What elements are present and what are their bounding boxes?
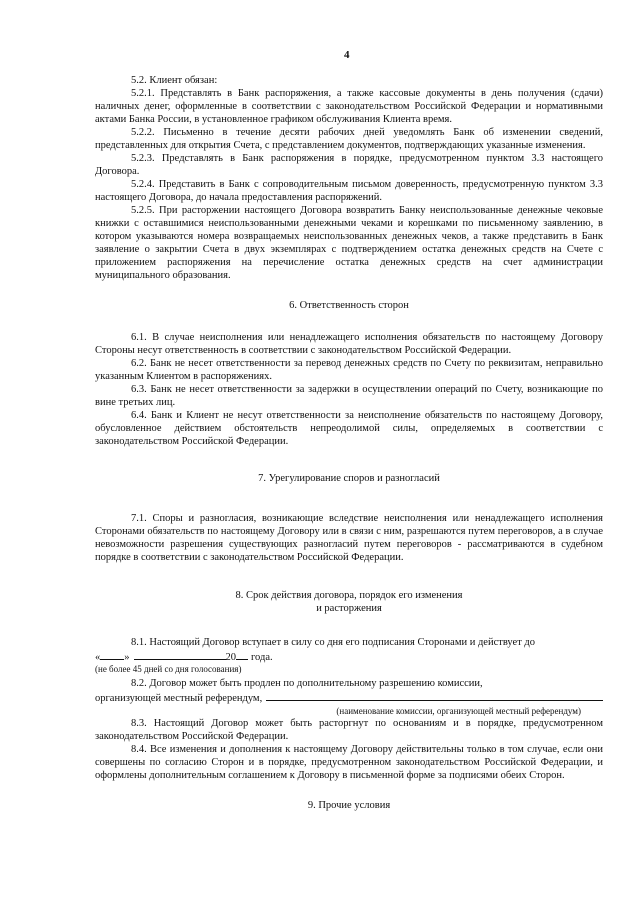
year-prefix: 20 — [225, 652, 236, 663]
clause-6-3: 6.3. Банк не несет ответственности за задержки в осуществлении операций по Счету, возникающие по вине третьих лиц. — [95, 384, 603, 408]
page-number: 4 — [344, 49, 350, 61]
clause-5-2-4: 5.2.4. Представить в Банк с сопроводительным письмом доверенность, предусмотренную пунктом 3.3 настоящего Договора, до начала предоставления распоряжений. — [95, 179, 603, 203]
clause-5-2-1: 5.2.1. Представлять в Банк распоряжения, а также кассовые документы в день получения (сдачи) наличных денег, оформленные в соответствии с законодательством Российской Федерации и нормативными актами Банка России, в установленное графиком обслуживания Клиента время. — [95, 88, 603, 125]
year-suffix: года. — [251, 652, 273, 663]
section-8-heading — [95, 589, 603, 615]
clause-5-2-3: 5.2.3. Представлять в Банк распоряжения в порядке, предусмотренном пунктом 3.3 настоящего Договора. — [95, 153, 603, 177]
clause-6-4: 6.4. Банк и Клиент не несут ответственности за неисполнение обязательств по настоящему Договору, обусловленное действием обстоятельств непреодолимой силы, определяемых в соответствии с законодательством Российской Федерации. — [95, 410, 603, 447]
section-9-heading: 9. Прочие условия — [307, 800, 391, 811]
section-8-heading-line1: 8. Срок действия договора, порядок его изменения — [235, 590, 463, 601]
clause-8-2-line2: организующей местный референдум, — [95, 693, 263, 704]
clause-8-1-date-row — [95, 649, 603, 664]
section-7-heading: 7. Урегулирование споров и разногласий — [258, 473, 440, 484]
clause-8-1: 8.1. Настоящий Договор вступает в силу со дня его подписания Сторонами и действует до — [131, 637, 536, 648]
day-blank[interactable] — [100, 649, 124, 660]
clause-6-2: 6.2. Банк не несет ответственности за перевод денежных средств по Счету по реквизитам, неправильно указанным Клиентом в распоряжениях. — [95, 358, 603, 382]
commission-name-blank[interactable] — [266, 690, 603, 701]
clause-5-2-2: 5.2.2. Письменно в течение десяти рабочих дней уведомлять Банк об изменении сведений, представленных для открытия Счета, с представлением документов, подтверждающих указанные изменения. — [95, 127, 603, 151]
clause-5-2-5: 5.2.5. При расторжении настоящего Договора возвратить Банку неиспользованные денежные чековые книжки с оставшимися неиспользованными денежными чеками и корешками по письменному заявлению, в котором указываются номера возвращаемых неиспользованных денежных чеков, а также представить в Банк заявление о закрытии Счета в двух экземплярах с подтверждением остатка денежных средств на Счете с приложением распоряжения на перечисление остатка денежных средств на счет администрации муниципального образования. — [95, 205, 603, 281]
commission-name-caption: (наименование комиссии, организующей местный референдум) — [336, 706, 581, 716]
clause-8-3: 8.3. Настоящий Договор может быть расторгнут по основаниям и в порядке, предусмотренном законодательством Российской Федерации. — [95, 718, 603, 742]
month-blank[interactable] — [134, 649, 226, 660]
date-open-quote: « — [95, 652, 101, 663]
clause-8-2-line1: 8.2. Договор может быть продлен по дополнительному разрешению комиссии, — [131, 678, 483, 689]
clause-8-4: 8.4. Все изменения и дополнения к настоящему Договору действительны только в том случае, если они совершены по согласию Сторон и в порядке, предусмотренном законодательством Российской Федерации, и оформлены дополнительным соглашением к Договору в письменной форме за подписями обеих Сторон. — [95, 744, 603, 781]
clause-7-1: 7.1. Споры и разногласия, возникающие вследствие неисполнения или ненадлежащего исполнения Сторонами обязательств по настоящему Договору или в связи с ним, разрешаются путем переговоров, а в случае невозможности разрешения существующих разногласий путем переговоров - рассматриваются в судебном порядке в соответствии с законодательством Российской Федерации. — [95, 513, 603, 563]
section-8-heading-line2: и расторжения — [316, 603, 382, 614]
document-body — [95, 74, 603, 812]
section-6-heading: 6. Ответственность сторон — [289, 300, 409, 311]
date-close-quote: » — [124, 652, 130, 663]
section-5-2-heading: 5.2. Клиент обязан: — [131, 75, 218, 86]
clause-6-1: 6.1. В случае неисполнения или ненадлежащего исполнения обязательств по настоящему Договору Стороны несут ответственность в соответствии с законодательством Российской Федерации. — [95, 332, 603, 356]
clause-8-2-commission-row — [95, 690, 603, 705]
clause-8-1-note: (не более 45 дней со дня голосования) — [95, 664, 242, 674]
year-blank[interactable] — [236, 649, 248, 660]
